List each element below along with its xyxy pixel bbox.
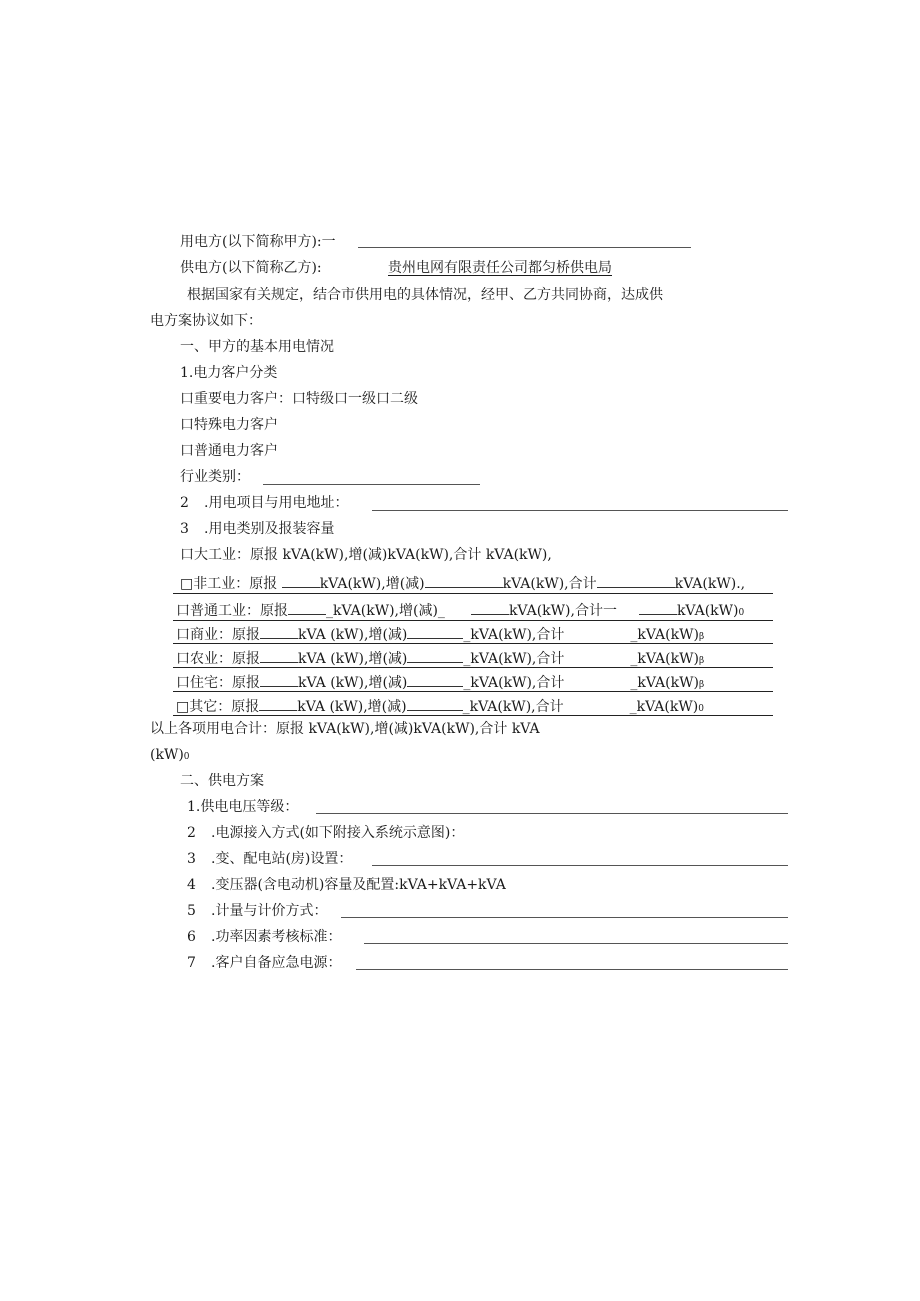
industry-label: 行业类别： — [180, 469, 250, 485]
supply-voltage-field[interactable] — [316, 813, 788, 814]
residential-tail: β — [698, 680, 705, 690]
general-industry-change-field[interactable] — [471, 600, 509, 615]
section2-title: 二、供电方案 — [180, 773, 264, 789]
substation-field[interactable] — [372, 865, 788, 866]
transformer-label[interactable]: .变压器(含电动机)容量及配置:kVA+kVA+kVA — [211, 877, 506, 893]
commerce-checkbox-label[interactable]: 口商业：原报 — [176, 627, 260, 643]
table-rule — [173, 620, 773, 621]
backup-power-line — [187, 954, 341, 972]
item2-number: 2 — [180, 495, 189, 511]
special-customer-checkbox[interactable]: 口特殊电力客户 — [180, 417, 278, 433]
important-levels[interactable]: 口特级口一级口二级 — [292, 391, 418, 407]
commerce-unit-3: _kVA(kW) — [630, 627, 699, 643]
total-unit: (kW) — [150, 747, 184, 763]
other-tail: 0 — [698, 704, 704, 714]
party-a-field[interactable] — [358, 247, 691, 248]
other-checkbox-label[interactable]: □其它：原报 — [176, 699, 260, 715]
residential-unit-3: _kVA(kW) — [630, 675, 699, 691]
residential-unit-2: _kVA(kW),合计 — [463, 675, 565, 691]
agriculture-original-field[interactable] — [260, 648, 298, 663]
substation-label: .变、配电站(房)设置： — [211, 851, 353, 867]
non-industry-change-field[interactable] — [425, 573, 503, 588]
metering-label: .计量与计价方式： — [211, 903, 328, 919]
power-factor-label: .功率因素考核标准： — [211, 929, 342, 945]
item3-line — [180, 520, 334, 538]
commerce-tail: β — [698, 632, 705, 642]
agriculture-unit-2: _kVA(kW),合计 — [463, 651, 565, 667]
commerce-unit-1: kVA (kW),增(减) — [298, 627, 408, 643]
other-change-field[interactable] — [407, 696, 463, 711]
customer-class-title: 1.电力客户分类 — [180, 365, 278, 381]
power-factor-field[interactable] — [364, 943, 788, 944]
ordinary-customer-checkbox[interactable]: 口普通电力客户 — [180, 443, 278, 459]
s2-item6-number: 6 — [187, 929, 196, 945]
non-industry-row — [180, 573, 745, 593]
table-rule — [173, 715, 773, 716]
total-line-1: 以上各项用电合计：原报 kVA(kW),增(减)kVA(kW),合计 kVA — [150, 721, 540, 737]
agriculture-checkbox-label[interactable]: 口农业：原报 — [176, 651, 260, 667]
party-a-label: 用电方(以下简称甲方):一 — [180, 234, 336, 250]
s2-item5-number: 5 — [187, 903, 196, 919]
residential-original-field[interactable] — [260, 672, 298, 687]
general-industry-checkbox-label[interactable]: 口普通工业：原报 — [176, 603, 288, 619]
non-industry-original-field[interactable] — [282, 573, 320, 588]
section1-title: 一、甲方的基本用电情况 — [180, 339, 334, 355]
substation-line — [187, 850, 352, 868]
party-b-label: 供电方(以下简称乙方): — [180, 260, 322, 276]
item3-label: .用电类别及报装容量 — [204, 521, 335, 537]
large-industry-line[interactable]: 口大工业：原报 kVA(kW),增(减)kVA(kW),合计 kVA(kW), — [180, 547, 552, 563]
intro-line-2: 电方案协议如下： — [150, 313, 262, 329]
item2-line — [180, 494, 348, 512]
backup-power-field[interactable] — [356, 969, 788, 970]
agriculture-change-field[interactable] — [407, 648, 463, 663]
general-industry-original-field[interactable] — [288, 600, 326, 615]
backup-power-label: .客户自备应急电源： — [211, 955, 342, 971]
agriculture-tail: β — [698, 656, 705, 666]
industry-field[interactable] — [263, 484, 480, 485]
non-industry-total-field[interactable] — [597, 573, 675, 588]
table-rule — [173, 643, 773, 644]
general-industry-tail: 0 — [738, 608, 745, 618]
other-unit-1: kVA (kW),增(减) — [297, 699, 407, 715]
commerce-change-field[interactable] — [407, 624, 463, 639]
general-industry-total-field[interactable] — [639, 600, 677, 615]
general-industry-unit-3: kVA(kW) — [676, 603, 739, 619]
s2-item7-number: 7 — [187, 955, 196, 971]
access-mode-label: .电源接入方式(如下附接入系统示意图)： — [211, 825, 465, 841]
item3-number: 3 — [180, 521, 189, 537]
commerce-original-field[interactable] — [260, 624, 298, 639]
general-industry-unit-1: _kVA(kW),增(减)_ — [326, 603, 445, 619]
power-factor-line — [187, 928, 341, 946]
transformer-line — [187, 876, 506, 894]
metering-line — [187, 902, 327, 920]
intro-line-1: 根据国家有关规定，结合市供用电的具体情况，经甲、乙方共同协商，达成供 — [187, 287, 663, 303]
other-unit-2: _kVA(kW),合计 — [462, 699, 564, 715]
general-industry-row — [176, 600, 744, 622]
other-original-field[interactable] — [259, 696, 297, 711]
important-customer-checkbox-label[interactable]: 口重要电力客户： — [180, 391, 292, 407]
table-rule — [173, 667, 773, 668]
non-industry-checkbox-label[interactable]: □非工业：原报 — [180, 576, 278, 592]
important-customer-line — [180, 390, 418, 408]
agriculture-unit-3: _kVA(kW) — [630, 651, 699, 667]
commerce-unit-2: _kVA(kW),合计 — [463, 627, 565, 643]
total-line-2 — [150, 746, 190, 766]
agriculture-unit-1: kVA (kW),增(减) — [298, 651, 408, 667]
general-industry-unit-2: kVA(kW),合计一 — [508, 603, 617, 619]
non-industry-unit-1: kVA(kW),增(减) — [319, 576, 425, 592]
residential-unit-1: kVA (kW),增(减) — [298, 675, 408, 691]
other-unit-3: _kVA(kW) — [629, 699, 699, 715]
residential-change-field[interactable] — [407, 672, 463, 687]
table-rule — [173, 593, 773, 594]
table-rule — [173, 691, 773, 692]
party-b-name: 贵州电网有限责任公司都匀桥供电局 — [388, 260, 612, 276]
access-mode-line — [187, 824, 464, 842]
non-industry-unit-3: kVA(kW)., — [674, 576, 746, 592]
s2-item3-number: 3 — [187, 851, 196, 867]
supply-voltage-label: 1.供电电压等级： — [187, 799, 299, 815]
non-industry-unit-2: kVA(kW),合计 — [502, 576, 597, 592]
s2-item4-number: 4 — [187, 877, 196, 893]
item2-label: .用电项目与用电地址： — [204, 495, 349, 511]
residential-checkbox-label[interactable]: 口住宅：原报 — [176, 675, 260, 691]
metering-field[interactable] — [341, 917, 788, 918]
project-address-field[interactable] — [372, 510, 788, 511]
total-tail: 0 — [183, 752, 190, 762]
s2-item2-number: 2 — [187, 825, 196, 841]
